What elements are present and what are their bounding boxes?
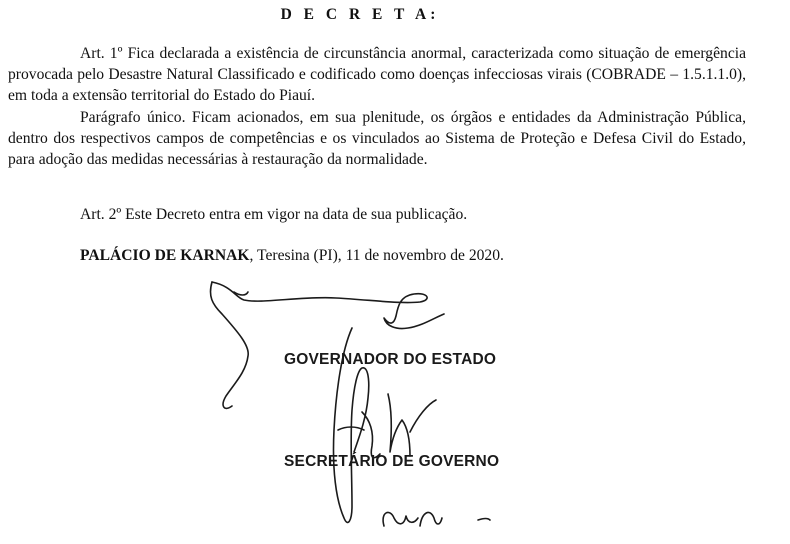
article-1-text: Art. 1º Fica declarada a existência de circunstância anormal, caracterizada como situação de emergência provocada pelo Desastre Natural Classificado e codificado como doenças infecciosas virais (COBRADE – 1.5.1.1.0), em toda a extensão territorial do Estado do Piauí.: [8, 45, 746, 105]
decree-heading: D E C R E T A:: [280, 6, 440, 23]
closing-date-text: , Teresina (PI), 11 de novembro de 2020.: [249, 247, 504, 264]
closing-line: [8, 245, 746, 266]
article-2-text: Art. 2º Este Decreto entra em vigor na data de sua publicação.: [80, 206, 468, 223]
single-paragraph-text: Parágrafo único. Ficam acionados, em sua plenitude, os órgãos e entidades da Administração Pública, dentro dos respectivos campos de competências e os vinculados ao Sistema de Proteção e Defesa Civil do Estado, para adoção das medidas necessárias à restauração da normalidade.: [8, 109, 746, 169]
article-2-paragraph: [8, 204, 746, 225]
secretary-title: SECRETÁRIO DE GOVERNO: [284, 453, 500, 470]
article-1-paragraph: [8, 43, 746, 107]
single-paragraph-block: [8, 107, 746, 171]
governor-title: GOVERNADOR DO ESTADO: [284, 351, 497, 368]
closing-place: PALÁCIO DE KARNAK: [80, 247, 250, 264]
